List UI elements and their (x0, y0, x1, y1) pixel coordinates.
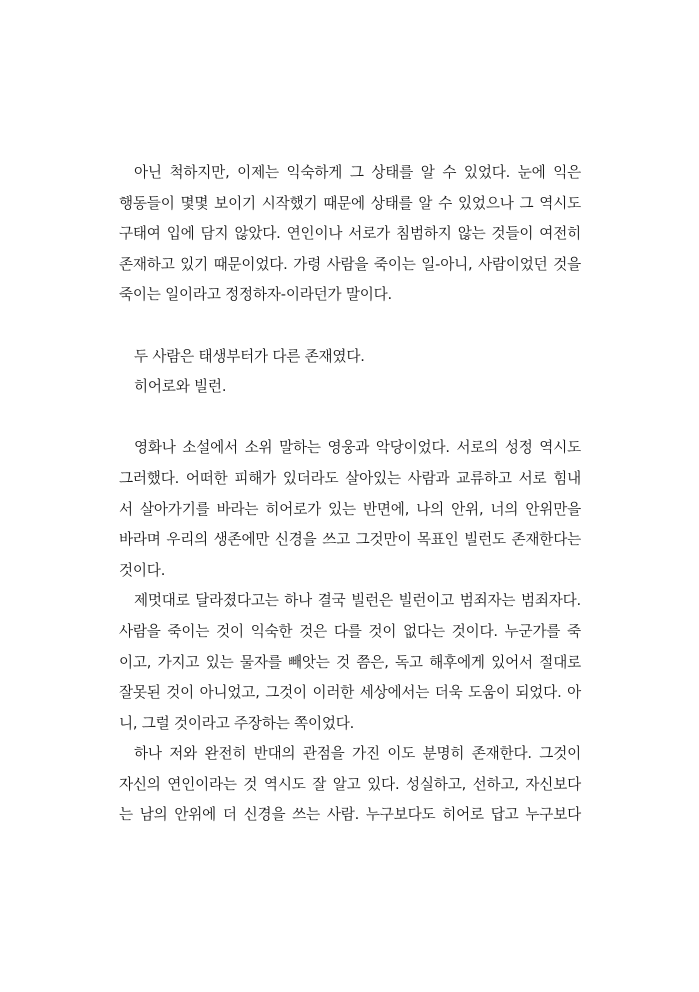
text-line: 서 살아가기를 바라는 히어로가 있는 반면에, 나의 안위, 너의 안위만을 (119, 500, 581, 518)
blank-line (119, 311, 581, 342)
paragraph-3 (119, 372, 581, 403)
text-line: 히어로와 빌런. (134, 378, 227, 396)
text-line: 잘못된 것이 아니었고, 그것이 이러한 세상에서는 더욱 도움이 되었다. 아 (119, 684, 581, 702)
text-line: 행동들이 몇몇 보이기 시작했기 때문에 상태를 알 수 있었으나 그 역시도 (119, 194, 581, 212)
text-line: 두 사람은 태생부터가 다른 존재였다. (134, 347, 365, 365)
text-line: 죽이는 일이라고 정정하자-이라던가 말이다. (119, 286, 392, 304)
text-line: 그러했다. 어떠한 피해가 있더라도 살아있는 사람과 교류하고 서로 힘내 (119, 469, 581, 487)
blank-line (119, 403, 581, 434)
text-line: 제멋대로 달라졌다고는 하나 결국 빌런은 빌런이고 범죄자는 범죄자다. (134, 592, 581, 610)
text-line: 이고, 가지고 있는 물자를 빼앗는 것 쯤은, 독고 해후에게 있어서 절대로 (119, 653, 581, 671)
text-line: 사람을 죽이는 것이 익숙한 것은 다를 것이 없다는 것이다. 누군가를 죽 (119, 622, 581, 640)
paragraph-1 (119, 158, 581, 311)
text-line: 자신의 연인이라는 것 역시도 잘 알고 있다. 성실하고, 선하고, 자신보다 (119, 775, 581, 793)
text-line: 존재하고 있기 때문이었다. 가령 사람을 죽이는 일-아니, 사람이었던 것을 (119, 255, 581, 273)
text-line: 영화나 소설에서 소위 말하는 영웅과 악당이었다. 서로의 성정 역시도 (134, 439, 581, 457)
text-line: 바라며 우리의 생존에만 신경을 쓰고 그것만이 목표인 빌런도 존재한다는 (119, 531, 581, 549)
text-line: 니, 그럴 것이라고 주장하는 쪽이었다. (119, 714, 355, 732)
paragraph-6 (119, 739, 581, 831)
text-line: 구태여 입에 담지 않았다. 연인이나 서로가 침범하지 않는 것들이 여전히 (119, 225, 581, 243)
text-line: 는 남의 안위에 더 신경을 쓰는 사람. 누구보다도 히어로 답고 누구보다 (119, 806, 581, 824)
paragraph-2 (119, 342, 581, 373)
paragraph-4 (119, 433, 581, 586)
text-line: 것이다. (119, 561, 166, 579)
document-page (119, 158, 581, 831)
text-line: 하나 저와 완전히 반대의 관점을 가진 이도 분명히 존재한다. 그것이 (134, 745, 581, 763)
paragraph-5 (119, 586, 581, 739)
text-line: 아닌 척하지만, 이제는 익숙하게 그 상태를 알 수 있었다. 눈에 익은 (134, 164, 581, 181)
